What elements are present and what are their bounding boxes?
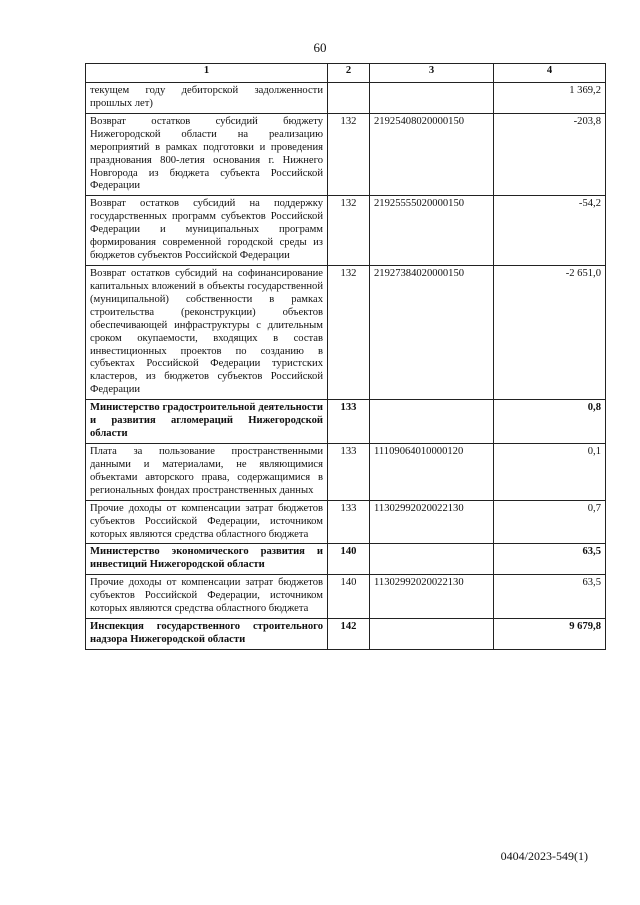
row-description: Министерство экономического развития и инвестиций Нижегородской области <box>86 544 328 575</box>
row-admin-code: 133 <box>328 500 370 544</box>
row-description: Плата за пользование пространственными данными и материалами, не являющимися объектами авторского права, содержащимися в региональных фондах пространственных данных <box>86 443 328 500</box>
table-row-department <box>86 400 606 444</box>
column-header: 3 <box>370 64 494 83</box>
row-amount: 0,7 <box>494 500 606 544</box>
table-row <box>86 83 606 114</box>
row-description: Возврат остатков субсидий на поддержку государственных программ субъектов Российской Федерации и муниципальных программ формирования современной городской среды из бюджетов субъектов Российской Федерации <box>86 196 328 266</box>
row-description: Возврат остатков субсидий бюджету Нижегородской области на реализацию мероприятий в рамках подготовки и проведения празднования 800-летия основания г. Нижнего Новгорода из бюджета субъекта Российской Федерации <box>86 113 328 196</box>
row-amount: -2 651,0 <box>494 265 606 399</box>
column-header: 2 <box>328 64 370 83</box>
row-budget-class-code: 11302992020022130 <box>370 575 494 619</box>
row-admin-code: 132 <box>328 196 370 266</box>
row-admin-code: 133 <box>328 443 370 500</box>
row-description: Прочие доходы от компенсации затрат бюджетов субъектов Российской Федерации, источником которых являются средства областного бюджета <box>86 575 328 619</box>
page-number: 60 <box>313 40 327 55</box>
row-description: Возврат остатков субсидий на софинансирование капитальных вложений в объекты государственной (муниципальной) собственности в рамках строительства (реконструкции) объектов обеспечивающей инфраструктуры с длительным сроком окупаемости, входящих в состав инвестиционных проектов по созданию в субъектах Российской Федерации туристских кластеров, из бюджетов субъектов Российской Федерации <box>86 265 328 399</box>
row-description: Министерство градостроительной деятельности и развития агломераций Нижегородской области <box>86 400 328 444</box>
row-budget-class-code <box>370 400 494 444</box>
row-amount: 63,5 <box>494 544 606 575</box>
row-amount: -54,2 <box>494 196 606 266</box>
row-budget-class-code: 21925555020000150 <box>370 196 494 266</box>
row-budget-class-code: 11302992020022130 <box>370 500 494 544</box>
table-row <box>86 113 606 196</box>
row-amount: 0,8 <box>494 400 606 444</box>
row-amount: 9 679,8 <box>494 619 606 650</box>
table-row-department <box>86 544 606 575</box>
row-amount: -203,8 <box>494 113 606 196</box>
row-amount: 63,5 <box>494 575 606 619</box>
row-admin-code: 132 <box>328 113 370 196</box>
row-budget-class-code: 21925408020000150 <box>370 113 494 196</box>
row-budget-class-code <box>370 83 494 114</box>
row-admin-code <box>328 83 370 114</box>
table-row <box>86 196 606 266</box>
budget-table <box>85 63 606 650</box>
row-admin-code: 142 <box>328 619 370 650</box>
table-row <box>86 265 606 399</box>
table-row <box>86 443 606 500</box>
row-admin-code: 140 <box>328 544 370 575</box>
row-description: текущем году дебиторской задолженности прошлых лет) <box>86 83 328 114</box>
row-admin-code: 140 <box>328 575 370 619</box>
row-budget-class-code <box>370 544 494 575</box>
column-header: 4 <box>494 64 606 83</box>
table-row-department <box>86 619 606 650</box>
row-admin-code: 132 <box>328 265 370 399</box>
table-row <box>86 575 606 619</box>
column-header: 1 <box>86 64 328 83</box>
document-code: 0404/2023-549(1) <box>500 849 588 863</box>
row-budget-class-code: 21927384020000150 <box>370 265 494 399</box>
table-header-row <box>86 64 606 83</box>
row-admin-code: 133 <box>328 400 370 444</box>
row-amount: 0,1 <box>494 443 606 500</box>
row-budget-class-code: 11109064010000120 <box>370 443 494 500</box>
row-description: Инспекция государственного строительного надзора Нижегородской области <box>86 619 328 650</box>
row-budget-class-code <box>370 619 494 650</box>
row-amount: 1 369,2 <box>494 83 606 114</box>
row-description: Прочие доходы от компенсации затрат бюджетов субъектов Российской Федерации, источником которых являются средства областного бюджета <box>86 500 328 544</box>
table-row <box>86 500 606 544</box>
